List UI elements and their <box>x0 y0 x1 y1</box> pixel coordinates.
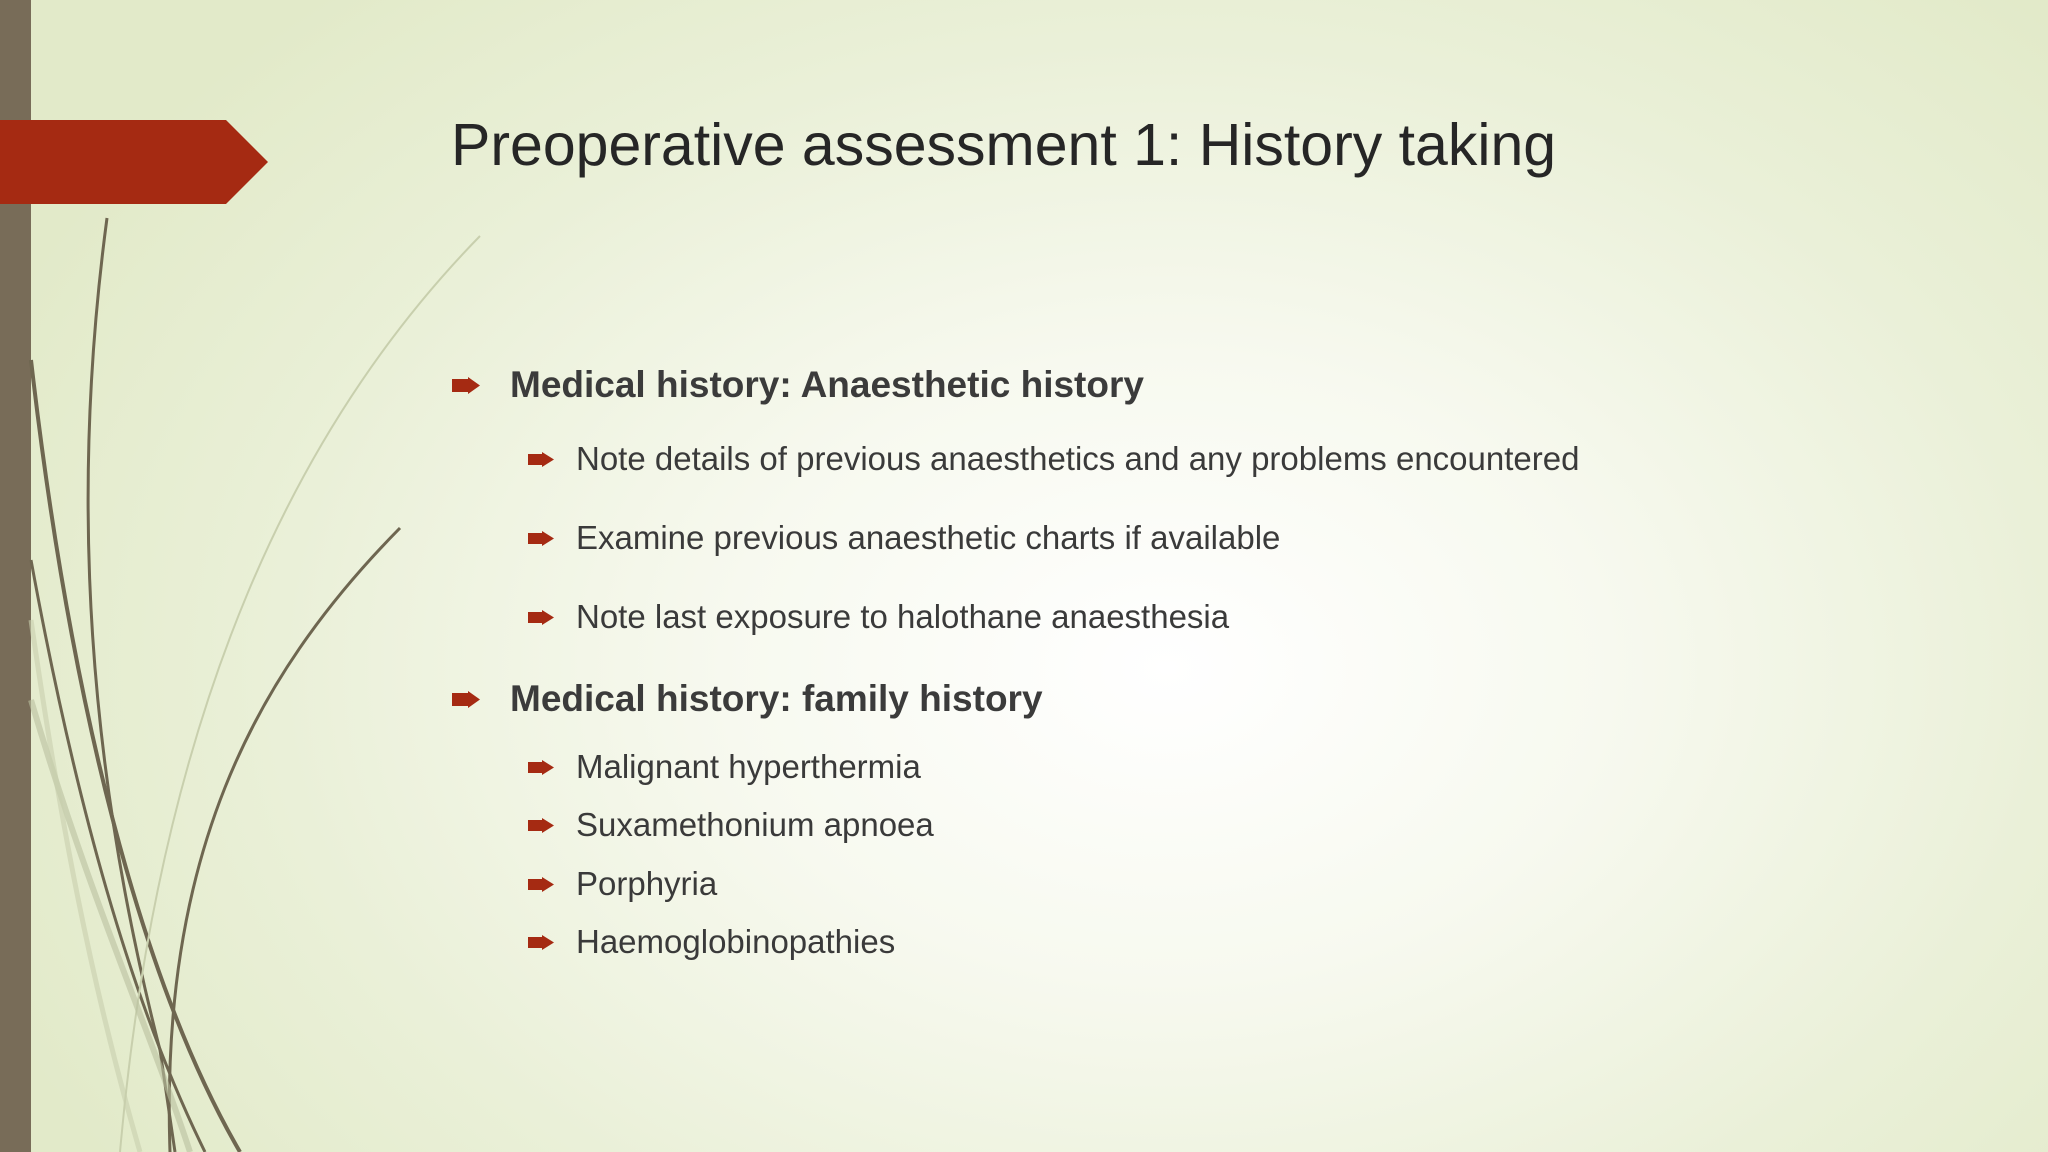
list-item-text: Suxamethonium apnoea <box>576 806 934 843</box>
arrow-bullet-icon <box>452 691 480 708</box>
arrow-bullet-icon <box>528 935 554 950</box>
arrow-bullet-icon <box>528 877 554 892</box>
section-heading-text: Medical history: Anaesthetic history <box>510 364 1144 405</box>
arrow-bullet-icon <box>528 760 554 775</box>
arrow-bullet-icon <box>528 531 554 546</box>
list-item <box>528 519 1280 557</box>
list-item-text: Examine previous anaesthetic charts if available <box>576 519 1281 556</box>
list-item <box>528 440 1579 478</box>
list-item <box>528 748 921 786</box>
list-item <box>528 806 934 844</box>
list-item-text: Note details of previous anaesthetics and any problems encountered <box>576 440 1580 477</box>
list-item-text: Haemoglobinopathies <box>576 923 896 960</box>
slide-title: Preoperative assessment 1: History taking <box>451 112 1557 178</box>
arrow-bullet-icon <box>528 452 554 467</box>
arrow-bullet-icon <box>528 610 554 625</box>
list-item-text: Note last exposure to halothane anaesthesia <box>576 598 1230 635</box>
section-heading-text: Medical history: family history <box>510 678 1043 719</box>
list-item <box>528 923 895 961</box>
list-item <box>528 598 1229 636</box>
list-item-text: Malignant hyperthermia <box>576 748 921 785</box>
section-heading-family-history <box>452 678 1043 720</box>
section-heading-anaesthetic-history <box>452 364 1144 406</box>
list-item-text: Porphyria <box>576 865 718 902</box>
arrow-bullet-icon <box>528 818 554 833</box>
list-item <box>528 865 717 903</box>
arrow-bullet-icon <box>452 377 480 394</box>
